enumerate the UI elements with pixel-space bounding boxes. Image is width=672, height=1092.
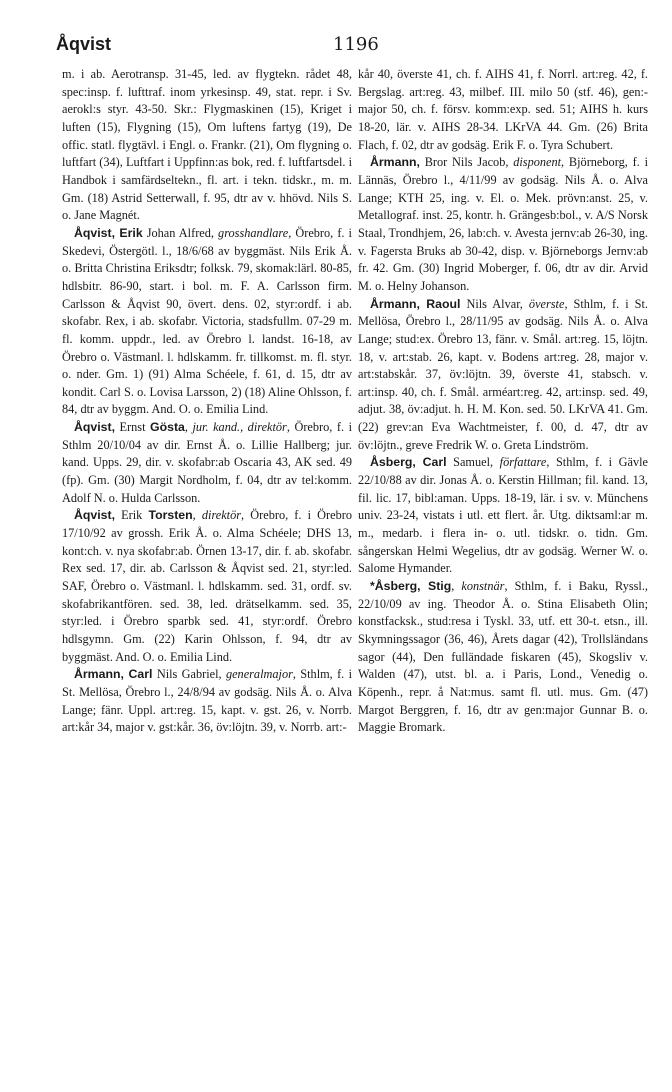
entry-continuation — [62, 66, 352, 225]
entry-headword: Åsberg, Carl — [370, 455, 447, 470]
entry-text: , Björneborg, f. i Lännäs, Örebro l., 4/11/99 av godsäg. Nils Å. o. Alva Lange; KTH 25, ing. v. El. o. Mek. prövn:anst. 25, v. Metallograf. inst. 25, kontr. h. Grängesb:bol., v. A/S Norsk Staal, Trondhjem, 26, lab:ch. v. Avesta jernv:ab 26-30, ing. v. Fagersta Bruks ab 30-42, disp. v. Björneborgs Jernv:ab fr. 42. Gm. (30) Ingrid Moberger, f. 06, dtr av dir. Arvid M. o. Helny Johanson. — [358, 155, 648, 293]
entry-occupation: generalmajor — [225, 667, 293, 682]
entry-occupation: författare — [499, 455, 547, 470]
entry-given-names: Johan Alfred, — [142, 225, 219, 240]
entry — [358, 454, 648, 578]
entry-text: kår 40, överste 41, ch. f. AIHS 41, f. Norrl. art:reg. 42, f. Bergslag. art:reg. 43, milbef. III. milo 50 (stf. 46), gen:-major 50, ch. f. försv. komm:exp. sed. 51; AIHS h. kurs 18-20, lär. v. AIHS 28-34. LKrVA 44. Gm. (26) Brita Flach, f. 02, dtr av godsäg. Erik F. o. Tyra Schubert. — [358, 67, 648, 152]
entry-called-name: Torsten — [148, 508, 193, 523]
entry-text: , Örebro, f. i Örebro 17/10/92 av grossh. Erik Å. o. Alma Schéele; DHS 13, kont:ch. v. nya skofabr:ab. Örnen 13-17, dir. f. ab. skofabr. Rex sed. 17, dir. ab. Carlsson & Åqvist sed. 21, styr:led. SAF, Örebro o. Västmanl. l. hdlskamm. sed. 31, ordf. sv. skofabrikantfören. sed. 38, led. drätselkamm. sed. 35, styr:led. i Örebro sparbk sed. 41, styr:ordf. Örebro hdlsgymn. Gm. (22) Karin Ohlsson, f. 94, dtr av byggmäst. And. O. o. Emilia Lind. — [62, 508, 353, 664]
entry-headword: Årmann, Raoul — [370, 296, 461, 311]
entry-text: , Sthlm, f. i Baku, Ryssl., 22/10/09 av ing. Theodor Å. o. Stina Elisabeth Olin; konstfacksk., stud:resa i Tyskl. 33, utf. ett 30-t. etsn., ill. Skymningssagor (36, 46), Årets dagar (42), Trollsländans sagor (44), Den fulländade fiskaren (45), Skogsliv v. Walden (47), utst. bl. a. i Paris, Lond., Venedig o. Köpenh., repr. å Nat:mus. samt fl. utl. mus. Gm. (47) Margot Berggren, f. 16, dtr av gen:major Gunnar B. o. Maggie Bromark. — [358, 579, 648, 735]
entry — [62, 507, 352, 666]
entry-occupation: grosshandlare — [218, 225, 289, 240]
entry-called-name: Gösta — [150, 420, 185, 435]
entry-given-names: Nils Alvar, — [460, 296, 529, 311]
entry — [358, 296, 648, 455]
entry-occupation: , direktör — [192, 508, 242, 523]
right-column — [358, 66, 648, 737]
running-head: Åqvist — [56, 34, 112, 54]
entry-text: , Örebro, f. i Sthlm 20/10/04 av dir. Ernst Å. o. Lillie Hallberg; jur. kand. Upps. 29, dir. v. skofabr:ab Oscaria 43, AK sed. 49 (fp). Gm. (30) Margit Nordholm, f. 04, dtr av tel:komm. Adolf N. o. Hulda Carlsson. — [62, 420, 352, 505]
page-header — [56, 34, 646, 58]
entry-text: , Sthlm, f. i St. Mellösa, Örebro l., 28/11/95 av godsäg. Nils Å. o. Alva Lange; stud:ex. Örebro 13, fänr. v. Smål. art:reg. 15, löjtn. 18, v. art:stab. 26, kapt. v. Bodens art:reg. 28, major v. art:stabskår. 37, öv:löjtn. 39, överste 41, stabsch. v. art:insp. 40, ch. f. Smål. arméart:reg. 42, art:insp. sed. 49, adjut. 38, öv:adjut. h. H. M. Kon. sed. 50. LKrVA 41. Gm. (22) grev:an Eva Wachtmeister, f. 00, d. 47, dtr av öv:löjtn., greve Fredrik W. o. Greta Lindström. — [358, 296, 649, 452]
entry-occupation: disponent — [513, 155, 562, 170]
entry-given-names: Nils Gabriel, — [152, 667, 226, 682]
entry-occupation: överste — [528, 296, 565, 311]
page-number: 1196 — [333, 34, 379, 55]
entry-headword: Årmann, Carl — [74, 667, 153, 682]
entry — [358, 578, 648, 737]
entry-continuation — [358, 66, 648, 154]
entry — [62, 225, 352, 419]
entry — [62, 419, 352, 507]
entry-headword: Åqvist, — [74, 508, 115, 523]
entry-headword: *Åsberg, Stig — [370, 579, 452, 594]
entry-headword: Åqvist, — [74, 420, 115, 435]
entry-given-names: , — [451, 579, 462, 594]
entry-text: , Örebro, f. i Skedevi, Östergötl. l., 18/6/68 av byggmäst. Nils Erik Å. o. Britta Christina Eriksdtr; folksk. 79, skomak:lärl. 80-85, hdlsbitr. 86-90, start. i bol. m. F. A. Carlsson firm. Carlsson & Åqvist 90, övert. dens. 02, styr:ordf. i ab. skofabr. Rex, i ab. skofabr. Victoria, stadsfullm. 07-29 m. fl. komm. uppdr., led. av Örebro l. landst. 16-18, av Örebro o. Västmanl. l. hdlskamm. fr. tillkomst. m. fl. styr. o. nder. Gm. 1) (91) Alma Schéele, f. 61, d. 15, dtr av kondit. Carl S. o. Lovisa Larsson, 2) (18) Aline Ohlsson, f. 84, dtr av byggm. And. O. o. Emilia Lind. — [62, 225, 352, 417]
entry — [62, 666, 352, 737]
entry-occupation: konstnär — [461, 579, 505, 594]
entry-given-names: Samuel, — [446, 455, 500, 470]
entry-headword: Åqvist, Erik — [74, 225, 143, 240]
entry-given-names: Erik — [115, 508, 149, 523]
entry-given-names: Ernst — [115, 420, 151, 435]
entry — [358, 154, 648, 295]
entry-given-names: Bror Nils Jacob, — [419, 155, 514, 170]
entry-text: m. i ab. Aerotransp. 31-45, led. av flygtekn. rådet 48, spec:insp. f. lufttraf. inom yrkesinsp. 49, stat. repr. i Sv. aerokl:s styr. 43-50. Skr.: Flygmaskinen (15), Kriget i luften (15), Flygning (15), Om luftens fartyg (19), De offic. statl. flygtävl. i Engl. o. Frankr. (21), Om flygning o. luftfart (34), Luftfart i Uppfinn:as bok, red. f. luftfartsdel. i Handbok i samfärdseltekn., fl. art. i tekn. tidskr., m. m. Gm. (18) Astrid Setterwall, f. 95, dtr av v. hhövd. Nils S. o. Jane Magnét. — [62, 67, 352, 223]
entry-text: , Sthlm, f. i Gävle 22/10/88 av dir. Jonas Å. o. Kerstin Hillman; fil. kand. 13, fil. lic. 17, bibl:aman. Upps. 18-19, lär. i sv. v. Münchens univ. 23-24, vistats i utl. ett flert. år. Utg. diktsaml:ar m. m., medarb. i flera in- o. utl. tidskr. o. tidn. Gm. sångerskan Helmi Wegelius, dtr av godsäg. Werner W. o. Salome Hymander. — [358, 455, 649, 576]
entry-headword: Årmann, — [370, 155, 420, 170]
entry-occupation: , jur. kand., direktör — [184, 420, 287, 435]
entry-text: , Sthlm, f. i St. Mellösa, Örebro l., 24/8/94 av godsäg. Nils Å. o. Alva Lange; fänr. Uppl. art:reg. 15, kapt. v. gst. 26, v. Norrb. art:kår 34, major v. gst:kår. 36, öv:löjtn. 39, v. Norrb. art:- — [62, 667, 353, 735]
left-column — [62, 66, 352, 737]
